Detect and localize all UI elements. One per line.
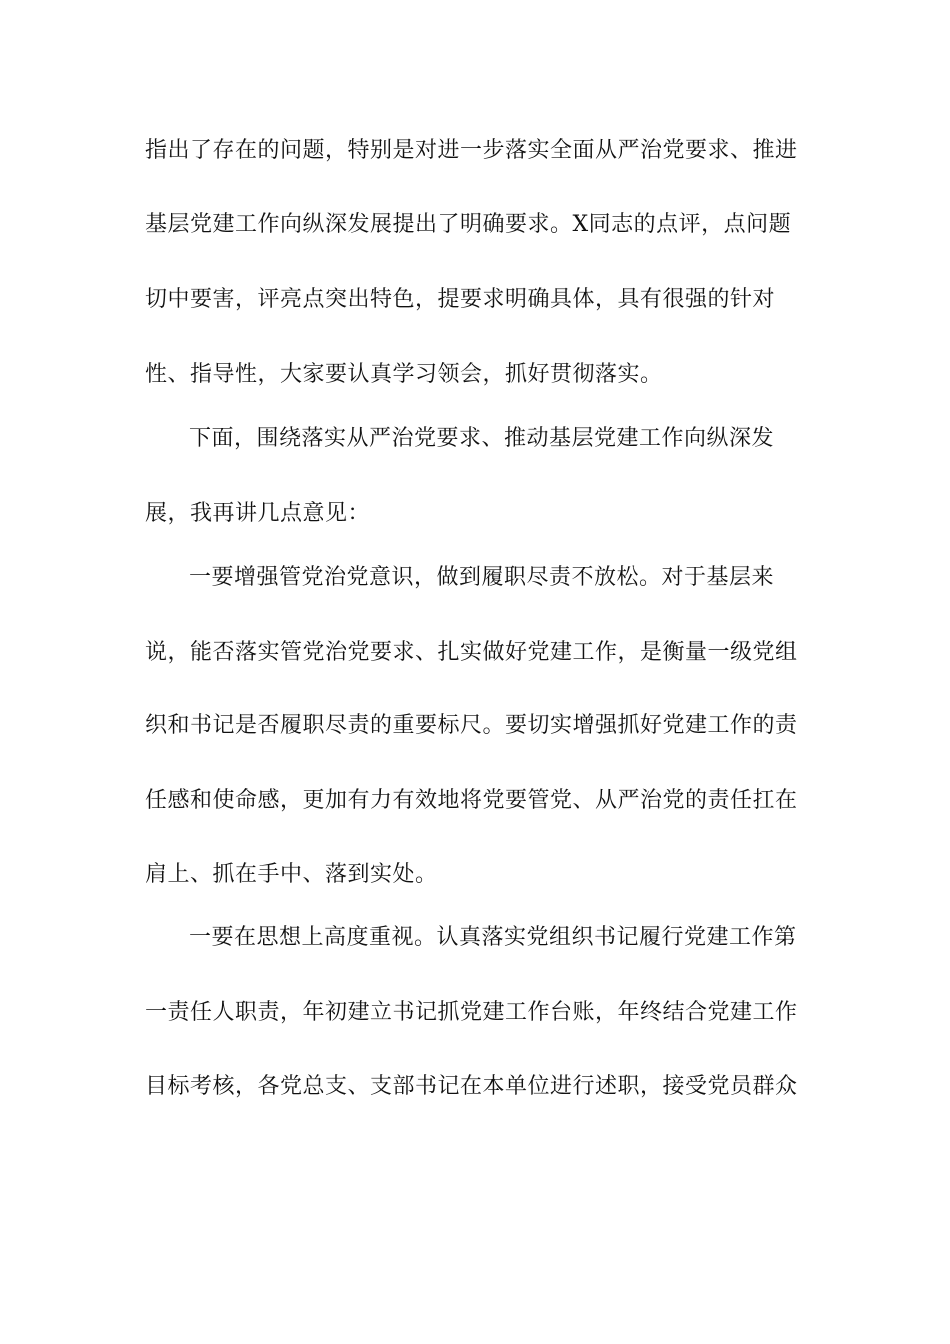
text-line: 目标考核，各党总支、支部书记在本单位进行述职，接受党员群众 <box>145 1074 798 1099</box>
text-line: 一要在思想上高度重视。认真落实党组织书记履行党建工作第 <box>189 925 797 950</box>
text-line: 任感和使命感，更加有力有效地将党要管党、从严治党的责任扛在 <box>145 788 798 813</box>
text-line: 织和书记是否履职尽责的重要标尺。要切实增强抓好党建工作的责 <box>145 713 798 738</box>
text-line: 指出了存在的问题，特别是对进一步落实全面从严治党要求、推进 <box>145 138 798 163</box>
text-line: 肩上、抓在手中、落到实处。 <box>145 862 438 887</box>
text-line: 下面，围绕落实从严治党要求、推动基层党建工作向纵深发 <box>189 426 775 451</box>
text-line: 基层党建工作向纵深发展提出了明确要求。X同志的点评，点问题 <box>145 212 792 237</box>
text-line: 一要增强管党治党意识，做到履职尽责不放松。对于基层来 <box>189 565 775 590</box>
text-line: 展，我再讲几点意见： <box>145 501 371 526</box>
text-line: 一责任人职责，年初建立书记抓党建工作台账，年终结合党建工作 <box>145 1000 798 1025</box>
text-line: 说，能否落实管党治党要求、扎实做好党建工作，是衡量一级党组 <box>145 640 798 665</box>
text-line: 性、指导性，大家要认真学习领会，抓好贯彻落实。 <box>145 362 663 387</box>
text-line: 切中要害，评亮点突出特色，提要求明确具体，具有很强的针对 <box>145 287 776 312</box>
